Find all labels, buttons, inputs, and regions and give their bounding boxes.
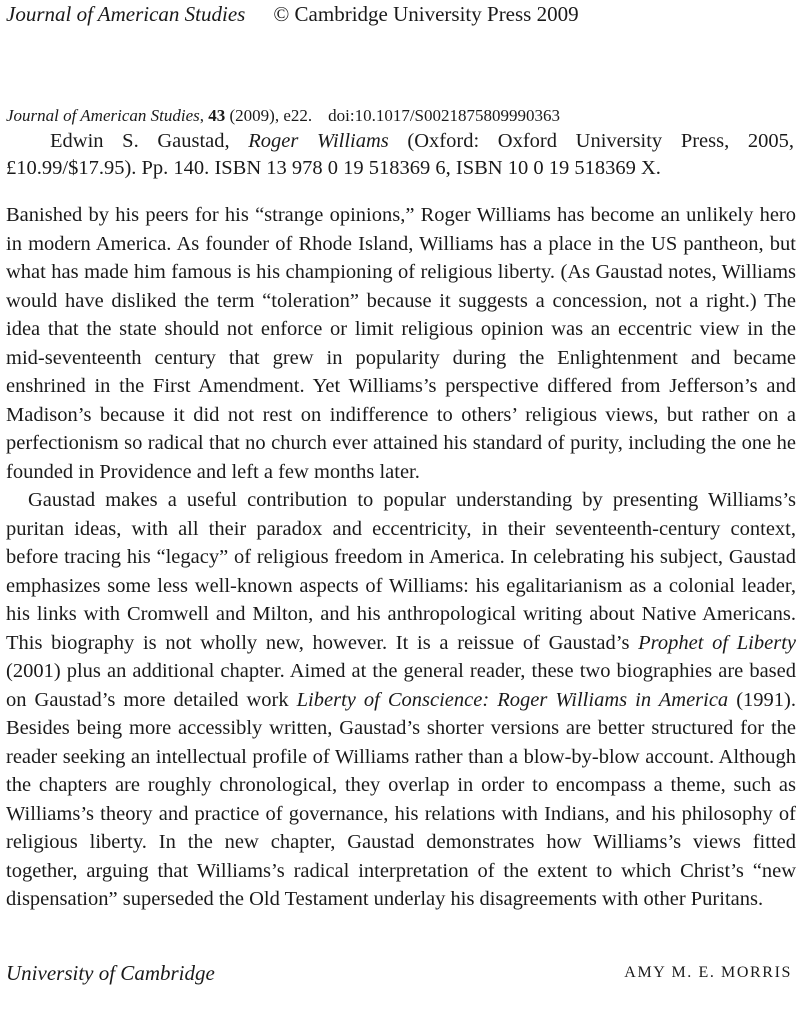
book-title: Roger Williams: [248, 130, 389, 152]
book-author: Edwin S. Gaustad,: [50, 130, 249, 152]
p2-text-c: (1991). Besides being more accessibly written, Gaustad’s shorter versions are better structured for the reader seeking an intellectual profile of Williams rather than a blow-by-blow account. Although the chapters are roughly chronological, they overlap in order to encompass a theme, such as Williams’s theory and practice of governance, his relations with Indians, and his philosophy of religious liberty. In the new chapter, Gaustad demonstrates how Williams’s views fitted together, arguing that Williams’s radical interpretation of the extent to which Christ’s “new dispensation” superseded the Old Testament underlay his disagreements with other Puritans.: [6, 688, 796, 910]
running-head-journal: Journal of American Studies: [6, 2, 246, 26]
reviewer-name: AMY M. E. MORRIS: [624, 964, 792, 981]
citation-volume: 43: [208, 106, 226, 125]
book-entry: [6, 128, 794, 182]
review-paragraph-1: Banished by his peers for his “strange opinions,” Roger Williams has become an unlikely hero in modern America. As founder of Rhode Island, Williams has a place in the US pantheon, but what has made him famous is his championing of religious liberty. (As Gaustad notes, Williams would have disliked the term “toleration” because it suggests a concession, not a right.) The idea that the state should not enforce or limit religious opinion was an eccentric view in the mid-seventeenth century that grew in popularity during the Enlightenment and became enshrined in the First Amendment. Yet Williams’s perspective differed from Jefferson’s and Madison’s because it did not rest on indifference to others’ religious views, but rather on a perfectionism so radical that no church ever attained his standard of purity, including the one he founded in Providence and left a few months later.: [6, 204, 796, 483]
citation-comma: ,: [199, 106, 209, 125]
p2-title-liberty: Liberty of Conscience: Roger Williams in America: [296, 688, 729, 711]
review-body: [6, 201, 796, 914]
running-head-copyright: © Cambridge University Press 2009: [273, 2, 579, 26]
reviewer-affiliation: University of Cambridge: [6, 961, 215, 985]
book-publication: (Oxford: Oxford University Press, 2005, £10.99/$17.95). Pp. 140.: [6, 130, 794, 179]
isbn13-label: ISBN: [214, 157, 262, 179]
running-head: [6, 0, 579, 28]
citation-journal: Journal of American Studies: [6, 106, 200, 125]
footer: [6, 958, 792, 988]
citation-doi[interactable]: doi:10.1017/S0021875809990363: [328, 106, 560, 125]
isbn10-value: 10 0 19 518369 X.: [502, 157, 661, 179]
isbn13-value: 13 978 0 19 518369 6,: [261, 157, 456, 179]
isbn10-label: ISBN: [455, 157, 503, 179]
p2-text-b: (2001) plus an additional chapter. Aimed at the general reader, these two biographies are based on Gaustad’s more detailed work: [6, 660, 796, 711]
p2-text-a: Gaustad makes a useful contribution to popular understanding by presenting Williams’s puritan ideas, with all their paradox and eccentricity, in their seventeenth-century context, before tracing his “legacy” of religious freedom in America. In celebrating his subject, Gaustad emphasizes some less well-known aspects of Williams: his egalitarianism as a colonial leader, his links with Cromwell and Milton, and his anthropological writing about Native Americans. This biography is not wholly new, however. It is a reissue of Gaustad’s: [6, 489, 796, 654]
citation-line: [6, 104, 560, 128]
citation-year-article: (2009), e22.: [225, 106, 313, 125]
review-paragraph-2: [6, 486, 796, 914]
p2-title-prophet: Prophet of Liberty: [638, 631, 797, 654]
